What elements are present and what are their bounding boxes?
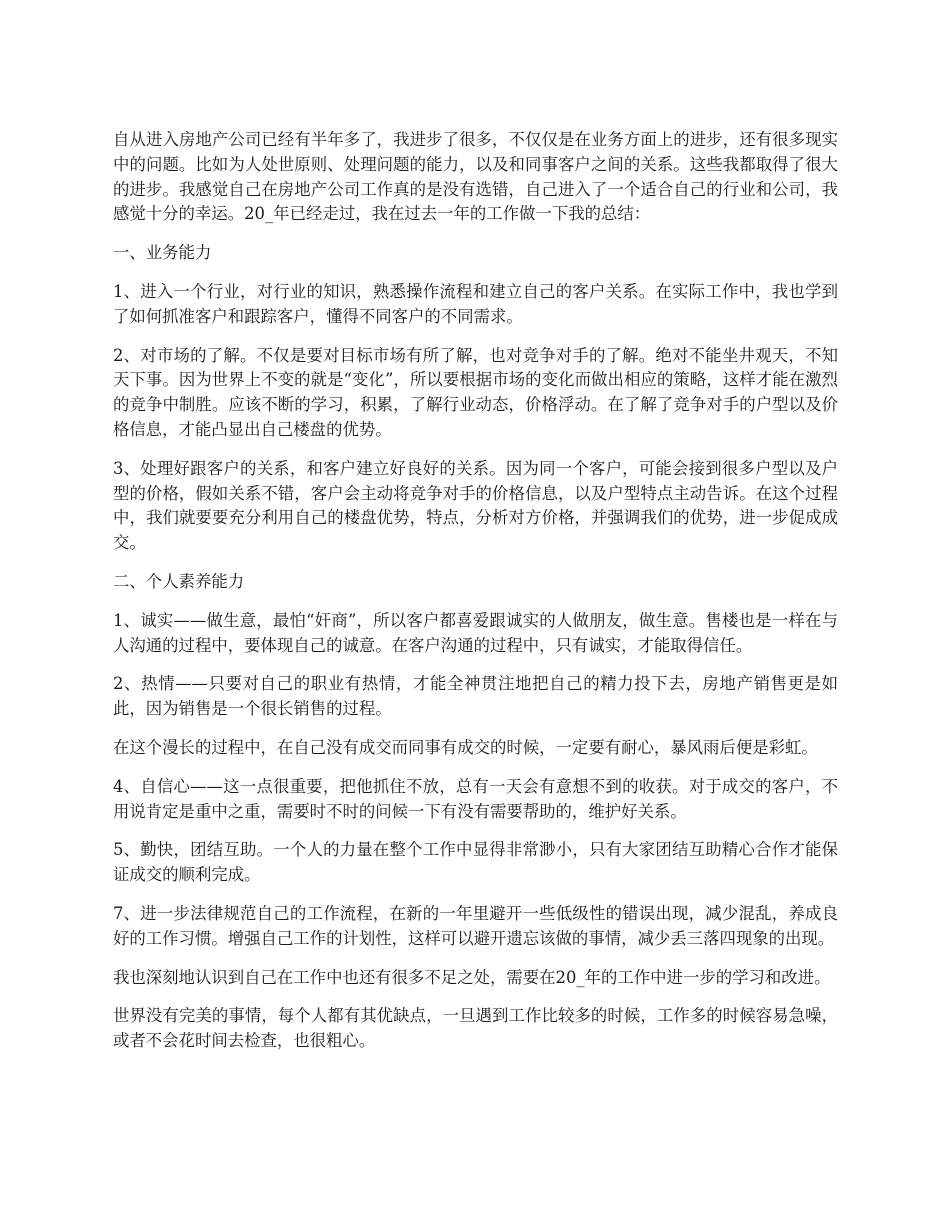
personal-item-workflow: 7、进一步法律规范自己的工作流程，在新的一年里避开一些低级性的错误出现，减少混乱，养成良好的工作习惯。增强自己工作的计划性，这样可以避开遗忘该做的事情，减少丢三落四现象的出现。 bbox=[113, 903, 838, 948]
personal-item-honesty: 1、诚实——做生意，最怕“奸商”，所以客户都喜爱跟诚实的人做朋友，做生意。售楼也是一样在与人沟通的过程中，要体现自己的诚意。在客户沟通的过程中，只有诚实，才能取得信任。 bbox=[113, 610, 838, 655]
business-item-1: 1、进入一个行业，对行业的知识，熟悉操作流程和建立自己的客户关系。在实际工作中，我也学到了如何抓准客户和跟踪客户，懂得不同客户的不同需求。 bbox=[113, 281, 838, 326]
closing-paragraph: 世界没有完美的事情，每个人都有其优缺点，一旦遇到工作比较多的时候，工作多的时候容易急噪，或者不会花时间去检查，也很粗心。 bbox=[113, 1006, 838, 1051]
business-item-2: 2、对市场的了解。不仅是要对目标市场有所了解，也对竞争对手的了解。绝对不能坐井观天，不知天下事。因为世界上不变的就是“变化”，所以要根据市场的变化而做出相应的策略，这样才能在激烈的竞争中制胜。应该不断的学习，积累，了解行业动态，价格浮动。在了解了竞争对手的户型以及价格信息，才能凸显出自己楼盘的优势。 bbox=[113, 345, 838, 439]
personal-item-enthusiasm: 2、热情——只要对自己的职业有热情，才能全神贯注地把自己的精力投下去，房地产销售更是如此，因为销售是一个很长销售的过程。 bbox=[113, 674, 838, 719]
business-item-3: 3、处理好跟客户的关系，和客户建立好良好的关系。因为同一个客户，可能会接到很多户型以及户型的价格，假如关系不错，客户会主动将竞争对手的价格信息，以及户型特点主动告诉。在这个过程中，我们就要要充分利用自己的楼盘优势，特点，分析对方价格，并强调我们的优势，进一步促成成交。 bbox=[113, 458, 838, 553]
personal-item-confidence: 4、自信心——这一点很重要，把他抓住不放，总有一天会有意想不到的收获。对于成交的客户，不用说肯定是重中之重，需要时不时的问候一下有没有需要帮助的，维护好关系。 bbox=[113, 776, 838, 821]
patience-paragraph: 在这个漫长的过程中，在自己没有成交而同事有成交的时候，一定要有耐心，暴风雨后便是彩虹。 bbox=[113, 737, 818, 757]
document-body bbox=[113, 128, 838, 1068]
section-heading-personal: 二、个人素养能力 bbox=[113, 571, 245, 591]
section-heading-business: 一、业务能力 bbox=[113, 243, 212, 263]
intro-paragraph: 自从进入房地产公司已经有半年多了，我进步了很多，不仅仅是在业务方面上的进步，还有很多现实中的问题。比如为人处世原则、处理问题的能力，以及和同事客户之间的关系。这些我都取得了很大的进步。我感觉自己在房地产公司工作真的是没有选错，自己进入了一个适合自己的行业和公司，我感觉十分的幸运。20_年已经走过，我在过去一年的工作做一下我的总结： bbox=[113, 130, 838, 224]
shortcomings-paragraph: 我也深刻地认识到自己在工作中也还有很多不足之处，需要在20_年的工作中进一步的学习和改进。 bbox=[113, 967, 831, 987]
personal-item-teamwork: 5、勤快，团结互助。一个人的力量在整个工作中显得非常渺小，只有大家团结互助精心合作才能保证成交的顺利完成。 bbox=[113, 840, 838, 885]
